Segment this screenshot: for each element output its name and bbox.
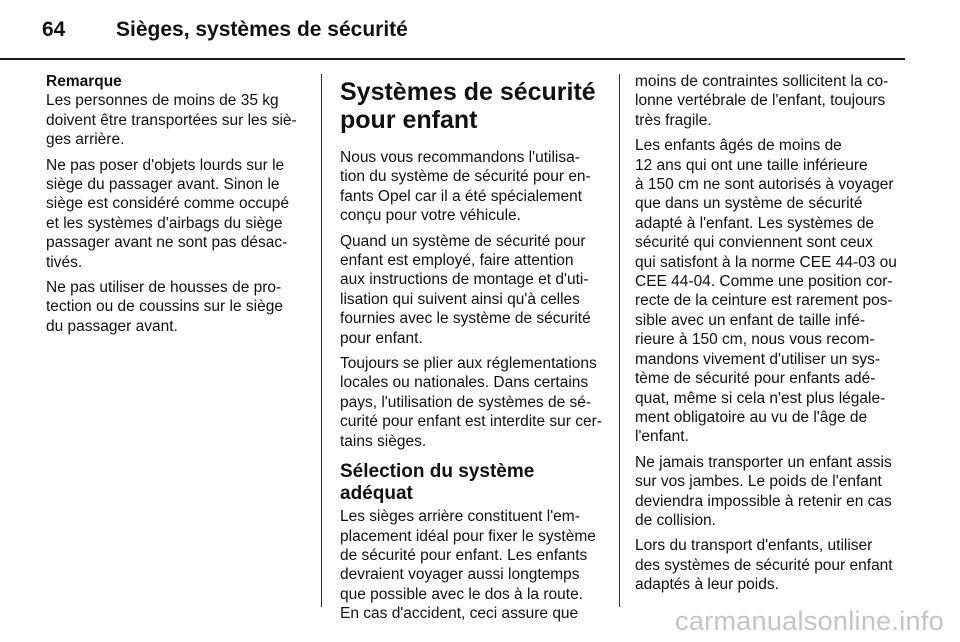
text-line: pays, l'utilisation de systèmes de sé- bbox=[340, 393, 592, 411]
paragraph bbox=[635, 453, 903, 531]
text-line: pour enfant bbox=[340, 106, 478, 134]
text-line: tection ou de coussins sur le siège bbox=[46, 298, 283, 316]
text-line: Ne jamais transporter un enfant assis bbox=[635, 453, 892, 471]
section-title: Sièges, systèmes de sécurité bbox=[116, 18, 408, 41]
text-line: du passager avant. bbox=[46, 317, 178, 335]
note-label: Remarque bbox=[46, 73, 122, 90]
text-line: quat, même si cela n'est plus légale- bbox=[635, 389, 886, 407]
text-line: tivés. bbox=[46, 253, 83, 271]
paragraph bbox=[635, 72, 903, 130]
text-line: siège du passager avant. Sinon le bbox=[46, 176, 280, 194]
text-line: recte de la ceinture est rarement pos- bbox=[635, 292, 893, 310]
watermark: carmanualsonline.info bbox=[675, 606, 944, 636]
text-line: Quand un système de sécurité pour bbox=[340, 232, 586, 250]
paragraph bbox=[340, 507, 605, 623]
text-line: Systèmes de sécurité bbox=[340, 78, 596, 106]
text-line: aux instructions de montage et d'uti- bbox=[340, 271, 589, 289]
text-line: et les systèmes d'airbags du siège bbox=[46, 214, 283, 232]
text-line: de collision. bbox=[635, 511, 716, 529]
column-right bbox=[635, 72, 903, 601]
text-line: deviendra impossible à retenir en cas bbox=[635, 492, 892, 510]
text-line: curité pour enfant est interdite sur cer- bbox=[340, 413, 602, 431]
text-line: tains sièges. bbox=[340, 432, 427, 450]
text-line: conçu pour votre véhicule. bbox=[340, 207, 521, 225]
text-line: l'enfant. bbox=[635, 428, 689, 446]
paragraph bbox=[46, 91, 308, 149]
paragraph bbox=[340, 148, 605, 226]
text-line: tion du système de sécurité pour en- bbox=[340, 168, 591, 186]
header-rule bbox=[0, 58, 905, 60]
text-line: 12 ans qui ont une taille inférieure bbox=[635, 156, 868, 174]
text-line: très fragile. bbox=[635, 111, 712, 129]
paragraph bbox=[46, 278, 308, 336]
text-line: moins de contraintes sollicitent la co- bbox=[635, 73, 889, 90]
page-header bbox=[0, 0, 960, 66]
text-line: passager avant ne sont pas désac- bbox=[46, 234, 288, 252]
text-line: pour enfant. bbox=[340, 329, 423, 347]
text-line: adaptés à leur poids. bbox=[635, 576, 779, 594]
paragraph bbox=[635, 536, 903, 594]
column-middle bbox=[340, 72, 605, 630]
text-line: sible avec un enfant de taille infé- bbox=[635, 311, 866, 329]
text-line: placement idéal pour fixer le système bbox=[340, 527, 596, 545]
column-divider bbox=[321, 74, 322, 607]
text-line: des systèmes de sécurité pour enfant bbox=[635, 556, 893, 574]
column-left bbox=[46, 72, 308, 342]
text-line: Toujours se plier aux réglementations bbox=[340, 355, 597, 373]
text-line: siège est considéré comme occupé bbox=[46, 195, 289, 213]
text-line: CEE 44-04. Comme une position cor- bbox=[635, 273, 893, 291]
text-line: Ne pas poser d'objets lourds sur le bbox=[46, 156, 285, 174]
text-line: devraient voyager aussi longtemps bbox=[340, 566, 580, 584]
text-line: que possible avec le dos à la route. bbox=[340, 585, 583, 603]
text-line: locales ou nationales. Dans certains bbox=[340, 374, 589, 392]
text-line: sur vos jambes. Le poids de l'enfant bbox=[635, 473, 882, 491]
text-line: lonne vertébrale de l'enfant, toujours bbox=[635, 92, 886, 110]
text-line: En cas d'accident, ceci assure que bbox=[340, 605, 579, 623]
text-line: fants Opel car il a été spécialement bbox=[340, 187, 583, 205]
text-line: rieure à 150 cm, nous vous recom- bbox=[635, 331, 875, 349]
text-line: lisation qui suivent ainsi qu'à celles bbox=[340, 290, 580, 308]
column-divider bbox=[619, 74, 620, 607]
text-line: Les sièges arrière constituent l'em- bbox=[340, 508, 580, 526]
page-number: 64 bbox=[42, 18, 66, 41]
text-line: Les enfants âgés de moins de bbox=[635, 137, 842, 155]
text-line: à 150 cm ne sont autorisés à voyager bbox=[635, 176, 894, 194]
text-line: qui satisfont à la norme CEE 44-03 ou bbox=[635, 253, 897, 271]
text-line: adapté à l'enfant. Les systèmes de bbox=[635, 214, 875, 232]
text-line: que dans un système de sécurité bbox=[635, 195, 863, 213]
text-line: Lors du transport d'enfants, utiliser bbox=[635, 537, 873, 555]
paragraph bbox=[635, 136, 903, 447]
paragraph bbox=[340, 354, 605, 451]
text-line: ment obligatoire au vu de l'âge de bbox=[635, 408, 868, 426]
text-line: ges arrière. bbox=[46, 131, 125, 149]
subsection-heading: Sélection du système adéquat bbox=[340, 461, 535, 505]
text-line: enfant est employé, faire attention bbox=[340, 252, 574, 270]
text-line: doivent être transportées sur les siè- bbox=[46, 111, 297, 129]
text-line: sécurité qui conviennent sont ceux bbox=[635, 234, 873, 252]
paragraph bbox=[46, 156, 308, 272]
text-line: de sécurité pour enfant. Les enfants bbox=[340, 546, 588, 564]
text-line: fournies avec le système de sécurité bbox=[340, 310, 591, 328]
text-line: Nous vous recommandons l'utilisa- bbox=[340, 149, 580, 166]
text-line: tème de sécurité pour enfants adé- bbox=[635, 370, 876, 388]
section-heading bbox=[340, 78, 605, 134]
text-line: Les personnes de moins de 35 kg bbox=[46, 92, 279, 110]
text-line: mandons vivement d'utiliser un sys- bbox=[635, 350, 881, 368]
text-line: Ne pas utiliser de housses de pro- bbox=[46, 279, 282, 297]
paragraph bbox=[340, 232, 605, 348]
